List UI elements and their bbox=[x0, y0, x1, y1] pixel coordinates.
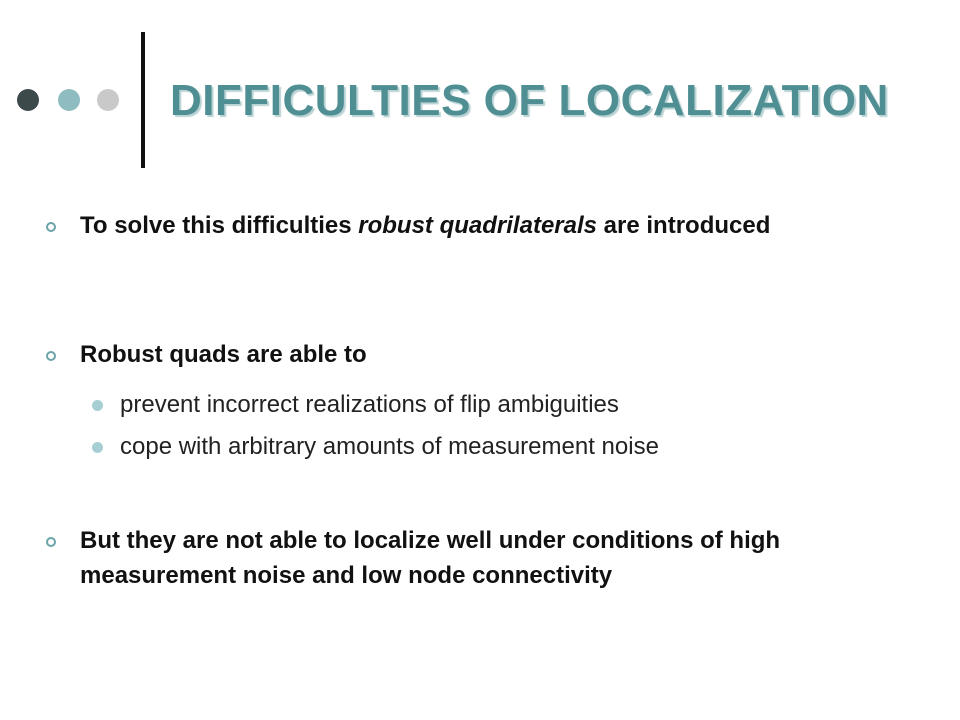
slide-title: DIFFICULTIES OF LOCALIZATION bbox=[170, 76, 889, 125]
bullet-text-1 bbox=[80, 208, 880, 243]
sub-bullet-dot-icon bbox=[92, 442, 103, 453]
bullet-circle-icon bbox=[46, 537, 56, 547]
bullet-text-2: Robust quads are able to bbox=[80, 341, 367, 368]
bullet-circle-icon bbox=[46, 222, 56, 232]
bullet-text-1-a: To solve this difficulties bbox=[80, 212, 359, 239]
bullet-text-1-emphasis: robust quadrilaterals bbox=[358, 212, 597, 239]
decor-dot-dark bbox=[17, 89, 39, 111]
decor-dot-teal bbox=[58, 89, 80, 111]
bullet-text-1-c: are introduced bbox=[597, 212, 771, 239]
bullet-circle-icon bbox=[46, 351, 56, 361]
sub-bullet-dot-icon bbox=[92, 400, 103, 411]
sub-bullet-text-2: cope with arbitrary amounts of measurement noise bbox=[120, 433, 659, 460]
title-divider bbox=[141, 32, 145, 168]
sub-bullet-text-1: prevent incorrect realizations of flip ambiguities bbox=[120, 391, 619, 418]
decor-dot-gray bbox=[97, 89, 119, 111]
bullet-text-3: But they are not able to localize well under conditions of high measurement noise and low node connectivity bbox=[80, 527, 781, 589]
